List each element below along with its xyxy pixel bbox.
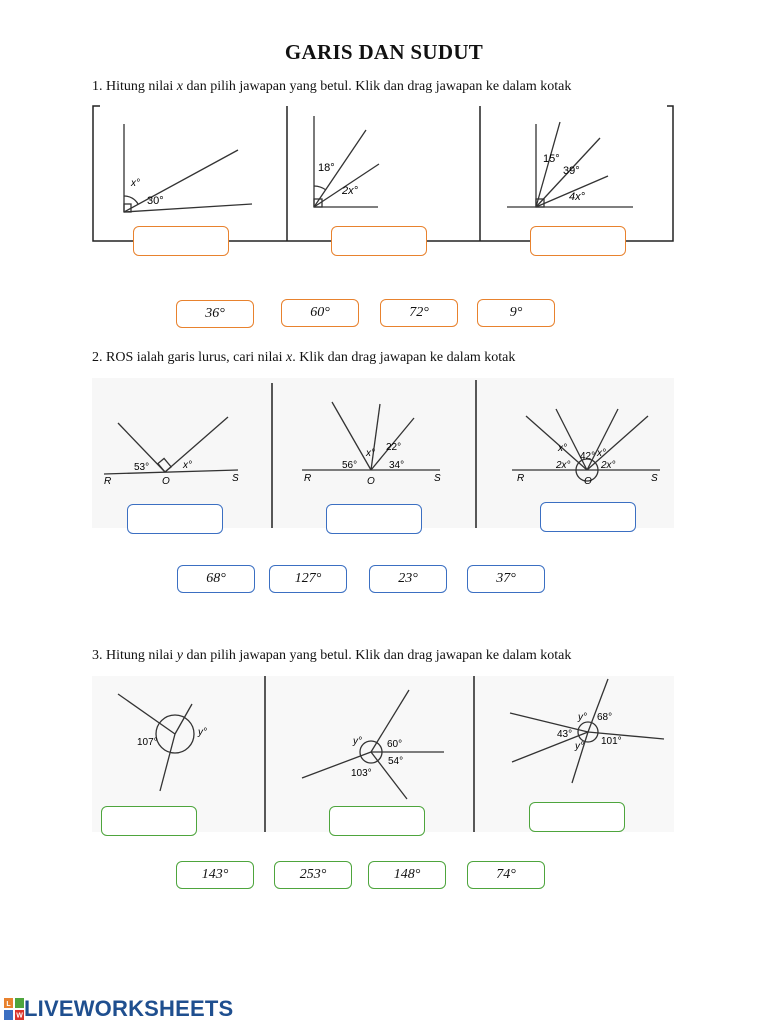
q2-answer-chip[interactable]: 23° bbox=[369, 565, 447, 593]
q3-a-label-angle: 107° bbox=[137, 737, 158, 748]
q3-answer-chip[interactable]: 74° bbox=[467, 861, 545, 889]
q1-b-label-x: 2x° bbox=[342, 185, 359, 197]
q2-answer-chip[interactable]: 127° bbox=[269, 565, 347, 593]
q3-answer-chip[interactable]: 143° bbox=[176, 861, 254, 889]
logo-letter-w: W bbox=[16, 1012, 23, 1020]
q2-c-label-l: 2x° bbox=[556, 460, 571, 471]
q2-a-label-o: O bbox=[162, 476, 170, 487]
q3-answer-chip[interactable]: 253° bbox=[274, 861, 352, 889]
question-2-prefix: 2. ROS ialah garis lurus, cari nilai bbox=[92, 350, 287, 365]
question-3-prefix: 3. Hitung nilai bbox=[92, 648, 177, 663]
q3-c-label-a: 68° bbox=[597, 712, 613, 723]
q1-b-label-angle: 18° bbox=[318, 162, 335, 174]
q3-drop-box-a[interactable] bbox=[101, 806, 197, 836]
question-3-suffix: dan pilih jawapan yang betul. Klik dan drag jawapan ke dalam kotak bbox=[183, 648, 572, 663]
q3-b-label-b: 54° bbox=[388, 756, 404, 767]
q2-a-label-x: x° bbox=[183, 460, 192, 471]
q2-a-label-r: R bbox=[104, 476, 112, 487]
q1-answer-chip[interactable]: 72° bbox=[380, 299, 458, 327]
q3-b-label-c: 103° bbox=[351, 768, 372, 779]
q1-answer-chip[interactable]: 60° bbox=[281, 299, 359, 327]
q3-c-label-c: 101° bbox=[601, 736, 622, 747]
q2-c-label-x1: x° bbox=[558, 443, 567, 454]
q1-answer-chip[interactable]: 9° bbox=[477, 299, 555, 327]
q1-answer-chip[interactable]: 36° bbox=[176, 300, 254, 328]
q2-a-label-s: S bbox=[232, 473, 239, 484]
q2-a-label-angle: 53° bbox=[134, 462, 150, 473]
q2-c-label-r: 2x° bbox=[601, 460, 616, 471]
q2-b-label-s: S bbox=[434, 473, 441, 484]
q2-c-label-o: O bbox=[584, 476, 592, 487]
logo-letter-l: L bbox=[6, 1001, 11, 1008]
q2-b-label-r: R bbox=[304, 473, 312, 484]
q2-c-label-rr: R bbox=[517, 473, 525, 484]
q2-b-label-o: O bbox=[367, 476, 375, 487]
q3-drop-box-b[interactable] bbox=[329, 806, 425, 836]
question-1-prefix: 1. Hitung nilai bbox=[92, 79, 177, 94]
q2-answer-chip[interactable]: 68° bbox=[177, 565, 255, 593]
q3-answer-chip[interactable]: 148° bbox=[368, 861, 446, 889]
q1-a-label-x: x° bbox=[131, 178, 140, 189]
question-2-variable: x bbox=[286, 350, 293, 365]
question-2-suffix: . Klik dan drag jawapan ke dalam kotak bbox=[292, 350, 516, 365]
liveworksheets-brand-text: LIVEWORKSHEETS bbox=[24, 996, 234, 1021]
q2-c-label-s: S bbox=[651, 473, 658, 484]
q2-answer-chip[interactable]: 37° bbox=[467, 565, 545, 593]
q2-b-label-c: 34° bbox=[389, 460, 405, 471]
q3-c-label-b: 43° bbox=[557, 729, 573, 740]
question-1-variable: x bbox=[176, 79, 183, 94]
q1-c-label-a: 15° bbox=[543, 153, 560, 165]
q2-b-label-x: x° bbox=[366, 448, 375, 459]
q2-c-label-x2: x° bbox=[597, 448, 606, 459]
q2-b-label-a: 56° bbox=[342, 460, 358, 471]
q3-b-label-a: 60° bbox=[387, 739, 403, 750]
q1-a-label-angle: 30° bbox=[147, 195, 164, 207]
question-1-suffix: dan pilih jawapan yang betul. Klik dan drag jawapan ke dalam kotak bbox=[183, 79, 572, 94]
q3-a-label-y: y° bbox=[198, 727, 207, 738]
q2-c-label-a: 42° bbox=[580, 451, 596, 462]
q3-c-label-y2: y° bbox=[575, 741, 584, 752]
liveworksheets-logo[interactable] bbox=[4, 996, 233, 1022]
q3-c-label-y: y° bbox=[578, 712, 587, 723]
question-3-variable: y bbox=[176, 648, 183, 663]
q3-b-label-y: y° bbox=[353, 736, 362, 747]
q1-c-label-x: 4x° bbox=[569, 191, 586, 203]
q2-b-label-b: 22° bbox=[386, 442, 402, 453]
q1-c-label-b: 39° bbox=[563, 165, 580, 177]
worksheet-title: GARIS DAN SUDUT bbox=[284, 40, 484, 64]
q3-drop-box-c[interactable] bbox=[529, 802, 625, 832]
liveworksheets-logo-icon bbox=[4, 998, 24, 1020]
